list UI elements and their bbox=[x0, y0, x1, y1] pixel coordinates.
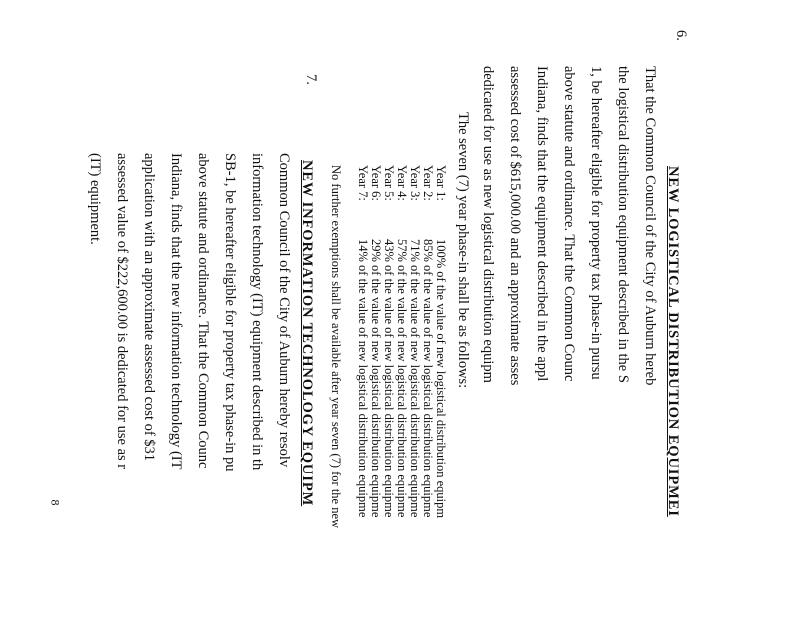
schedule-text: 14% of the value of new logistical distribution equipme bbox=[356, 239, 370, 518]
schedule-year: Year 7: bbox=[356, 165, 370, 201]
body-line: information technology (IT) equipment described in th bbox=[249, 153, 265, 471]
page-number: 8 bbox=[48, 499, 63, 506]
schedule-year: Year 4: bbox=[395, 165, 409, 201]
schedule-year: Year 6: bbox=[369, 165, 383, 201]
body-line: assessed value of $222,600.00 is dedicated for use as r bbox=[114, 153, 130, 470]
body-line: above statute and ordinance. That the Common Counc bbox=[561, 66, 577, 382]
section-heading: NEW LOGISTICAL DISTRIBUTION EQUIPMEI bbox=[665, 166, 681, 517]
section-heading: NEW INFORMATION TECHNOLOGY EQUIPM bbox=[299, 160, 315, 507]
body-line: Indiana, finds that the equipment described in the appl bbox=[534, 66, 550, 382]
phase-in-intro: The seven (7) year phase-in shall be as follows: bbox=[455, 112, 471, 389]
body-line: dedicated for use as new logistical distribution equipm bbox=[480, 66, 496, 383]
schedule-text: 43% of the value of new logistical distribution equipme bbox=[382, 239, 396, 518]
schedule-text: 85% of the value of new logistical distribution equipme bbox=[421, 239, 435, 518]
schedule-text: 100% of the value of new logistical distribution equipm bbox=[434, 239, 448, 519]
body-line: That the Common Council of the City of Auburn hereb bbox=[642, 66, 658, 386]
schedule-year: Year 1: bbox=[434, 165, 448, 201]
body-line: assessed cost of $615,000.00 and an approximate asses bbox=[507, 66, 523, 386]
body-line: SB-1, be hereafter eligible for property tax phase-in pu bbox=[222, 153, 238, 472]
body-line: (IT) equipment. bbox=[87, 153, 103, 245]
body-line: 1, be hereafter eligible for property tax phase-in pursu bbox=[588, 66, 604, 380]
section-number: 6. bbox=[673, 30, 689, 41]
schedule-text: 29% of the value of new logistical distribution equipme bbox=[369, 239, 383, 518]
body-line: Common Council of the City of Auburn hereby resolv bbox=[276, 153, 292, 468]
schedule-text: 71% of the value of new logistical distribution equipme bbox=[408, 239, 422, 518]
closing-line: No further exemptions shall be available after year seven (7) for the new bbox=[329, 165, 343, 529]
schedule-year: Year 3: bbox=[408, 165, 422, 201]
schedule-text: 57% of the value of new logistical distribution equipme bbox=[395, 239, 409, 518]
document-page bbox=[87, 30, 692, 618]
body-line: application with an approximate assessed cost of $31 bbox=[141, 153, 157, 462]
section-number: 7. bbox=[303, 74, 319, 85]
body-line: above statute and ordinance. That the Common Counc bbox=[195, 153, 211, 469]
body-line: Indiana, finds that the new information technology (IT bbox=[168, 153, 184, 470]
body-line: the logistical distribution equipment described in the S bbox=[615, 66, 631, 383]
schedule-year: Year 2: bbox=[421, 165, 435, 201]
schedule-year: Year 5: bbox=[382, 165, 396, 201]
